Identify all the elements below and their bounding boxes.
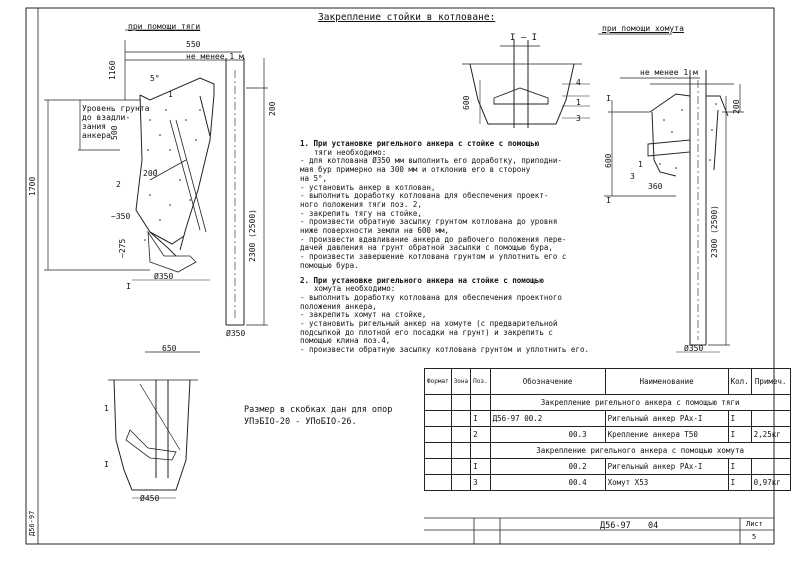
callout-lower-1: 1 (104, 404, 109, 413)
dim-d450: Ø450 (140, 494, 160, 503)
row-pos: 2 (471, 427, 490, 443)
footer-code: Д56-97 (600, 521, 631, 531)
ground-label-3: зания (82, 122, 107, 131)
row-qty: I (728, 475, 751, 491)
table-header-row (425, 369, 791, 395)
footer-sheet-label: Лист (746, 520, 763, 528)
note1-line: помощью бура. (300, 260, 359, 270)
right-callout-1: 1 (638, 160, 643, 169)
dim-275-approx: ~275 (118, 238, 127, 258)
section-drawing (462, 40, 590, 128)
dim-1160: 1160 (108, 60, 117, 80)
dim-600-right: 600 (604, 153, 613, 168)
note1-line: - произвести завершение котлована грунтом и уплотнить его с (300, 252, 567, 262)
dim-650: 650 (162, 344, 177, 353)
note2-heading: 2. При установке ригельного анкера на стойке с помощью (300, 275, 544, 285)
section-title-1: Закрепление ригельного анкера с помощью тяги (490, 395, 790, 411)
col-pos: Поз. (471, 369, 490, 395)
dim-200-left: 200 (268, 101, 277, 116)
dim-not-less-right: не менее 1 м (640, 68, 698, 77)
note1-line: мая бур примерно на 300 мм и отклонив его в сторону (300, 165, 531, 175)
size-note-1: Размер в скобках дан для опор (244, 405, 393, 415)
ground-label-1: Уровень грунта (82, 104, 150, 113)
note1-line: - выполнить доработку котлована для обеспечения проект- (300, 191, 549, 201)
table-section-row (425, 395, 791, 411)
note2-line: - произвести обратную засыпку котлована грунтом и уплотнить его. (300, 345, 589, 355)
note1-line: дачей давления на грунт обратной засыпки с помощью бура, (300, 243, 553, 253)
row-name: Крепление анкера Т50 (605, 427, 728, 443)
col-format: Формат (425, 369, 452, 395)
note1-line: на 5°, (300, 173, 328, 183)
footer-sheet-num: 5 (752, 533, 757, 541)
row-designation: 00.4 (490, 475, 605, 491)
row-qty: I (728, 459, 751, 475)
callout-left-I: I (126, 282, 131, 291)
col-qty: Кол. (728, 369, 751, 395)
row-note: 2,25кг (751, 427, 790, 443)
dim-350-approx: ~350 (111, 212, 131, 221)
row-qty: I (728, 411, 751, 427)
row-qty: I (728, 427, 751, 443)
installation-notes (300, 140, 620, 355)
dim-2300-left: 2300 (2500) (248, 209, 257, 262)
callout-left-1: 1 (168, 90, 173, 99)
dim-d350-right: Ø350 (684, 344, 704, 353)
note2-line: - установить ригельный анкер на хомуте (с предварительной (300, 319, 558, 329)
note2-line: помощью клина поз.4, (300, 336, 391, 346)
row-designation: 00.2 (490, 459, 605, 475)
col-name: Наименование (605, 369, 728, 395)
note1-heading: 1. При установке ригельного анкера с стойке с помощью (300, 139, 540, 148)
callout-lower-I: I (104, 460, 109, 469)
note1-line: - для котлована Ø350 мм выполнить его доработку, приподни- (300, 156, 562, 166)
dim-200-right: 200 (732, 99, 741, 114)
right-caption: при помощи хомута (602, 24, 684, 33)
note1-line: - произвести вдавливание анкера до рабочего положения пере- (300, 234, 567, 244)
dim-360: 360 (648, 182, 663, 191)
note2-heading-2: хомута необходимо: (314, 284, 396, 294)
left-caption: при помощи тяги (128, 22, 201, 31)
ground-label-4: анкера (82, 131, 111, 140)
note2-line: - закрепить хомут на стойке, (300, 310, 427, 320)
col-zone: Зона (451, 369, 470, 395)
note1-heading-2: тяги необходимо: (314, 147, 387, 157)
row-pos: 3 (471, 475, 490, 491)
table-row (425, 475, 791, 491)
title-block (424, 518, 774, 544)
size-note-2: УПэБIО-20 - УПоБIО-26. (244, 417, 357, 427)
table-row (425, 427, 791, 443)
dim-600-section: 600 (462, 95, 471, 110)
row-note (751, 459, 790, 475)
section-callout-3: 3 (576, 114, 581, 123)
row-note (751, 411, 790, 427)
table-row (425, 459, 791, 475)
note1-line: - установить анкер в котлован, (300, 182, 436, 192)
ground-label-2: до взадли- (82, 113, 131, 122)
row-name: Хомут Х53 (605, 475, 728, 491)
table-row (425, 411, 791, 427)
specification-table (424, 368, 791, 491)
note2-line: положения анкера, (300, 301, 377, 311)
row-pos: I (471, 411, 490, 427)
footer-sheet: 04 (648, 521, 659, 531)
right-hatching (659, 103, 717, 169)
margin-code: Д56-97 (28, 510, 36, 536)
dim-500: 500 (110, 125, 119, 140)
dim-200-mid: 200 (143, 169, 158, 178)
right-callout-3: 3 (630, 172, 635, 181)
dim-d350-base: Ø350 (154, 272, 174, 281)
row-designation: 00.3 (490, 427, 605, 443)
section-label: I – I (510, 33, 538, 43)
dim-550: 550 (186, 40, 201, 49)
note1-line: - произвести обратную засыпку грунтом котлована до уровня (300, 217, 558, 227)
drawing-title: Закрепление стойки в котловане: (318, 12, 496, 23)
dim-2300-right: 2300 (2500) (710, 205, 719, 258)
note1-line: ниже поверхности земли на 600 мм, (300, 226, 450, 236)
dim-d350-bottom: Ø350 (226, 329, 246, 338)
dim-angle: 5° (150, 74, 160, 83)
row-pos: I (471, 459, 490, 475)
row-designation: Д56-97 00.2 (490, 411, 605, 427)
section-title-2: Закрепление ригельного анкера с помощью хомута (490, 443, 790, 459)
note2-line: подсыпкой до плотной его посадки на грунт) и закрепить с (300, 327, 553, 337)
row-name: Ригельный анкер РАх-I (605, 459, 728, 475)
row-note: 0,97кг (751, 475, 790, 491)
col-note: Примеч. (751, 369, 790, 395)
dim-1700: 1700 (28, 176, 37, 196)
table-section-row (425, 443, 791, 459)
col-designation: Обозначение (490, 369, 605, 395)
row-name: Ригельный анкер РАх-I (605, 411, 728, 427)
section-callout-4: 4 (576, 78, 581, 87)
section-callout-1: 1 (576, 98, 581, 107)
right-callout-I-top: I (606, 94, 611, 103)
right-callout-I-bottom: I (606, 196, 611, 205)
dim-not-less-left: не менее 1 м (186, 52, 244, 61)
note1-line: ного положения тяги поз. 2, (300, 199, 422, 209)
note2-line: - выполнить доработку котлована для обеспечения проектного (300, 292, 562, 302)
callout-left-2: 2 (116, 180, 121, 189)
note1-line: - закрепить тягу на стойке, (300, 208, 422, 218)
left-lower-drawing (108, 352, 200, 498)
